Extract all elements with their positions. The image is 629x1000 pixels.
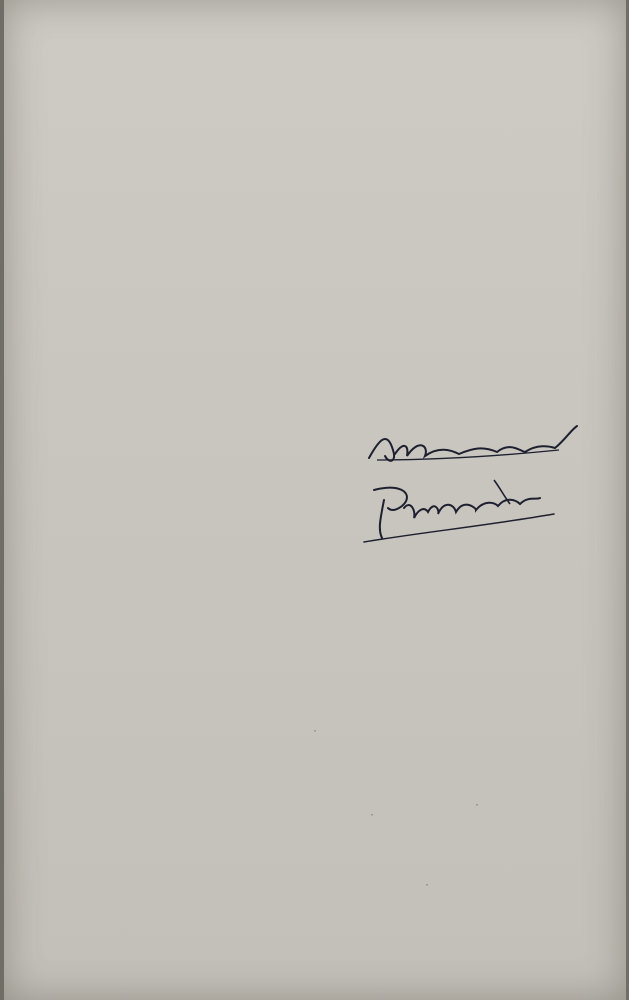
stray-mark: ·: [474, 800, 481, 811]
document-page: [4, 0, 626, 1000]
stray-mark: ·: [369, 810, 376, 821]
secretary-signature: [344, 470, 564, 550]
stray-mark: ·: [424, 880, 431, 891]
chairman-signature: [359, 420, 589, 470]
stray-mark: ·: [312, 726, 319, 737]
